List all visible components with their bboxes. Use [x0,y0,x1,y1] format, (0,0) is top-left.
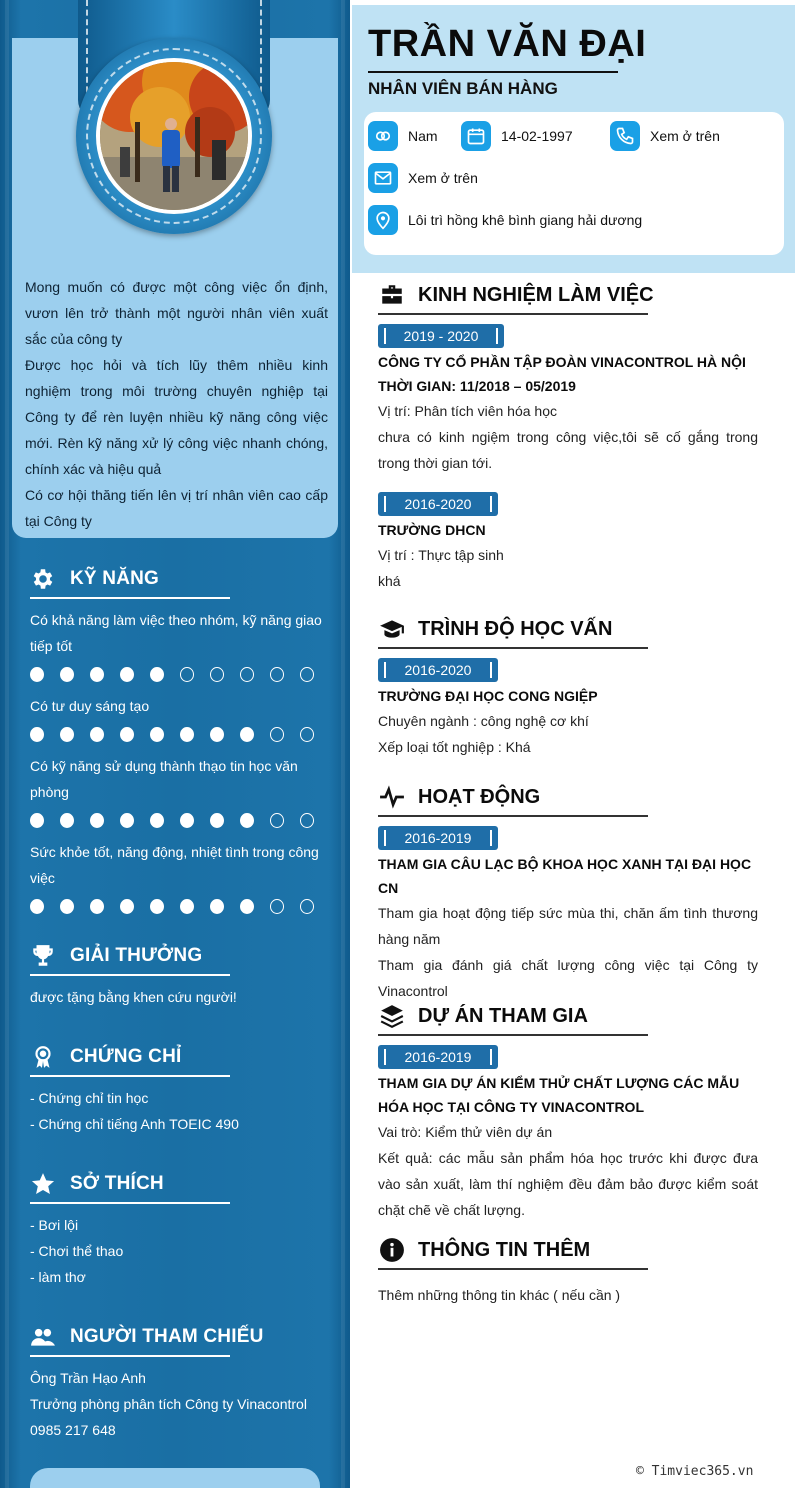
skills-title: KỸ NĂNG [70,568,160,589]
date-tag: 2016-2020 [378,658,498,682]
additional-info-section [378,1235,758,1308]
rating-dot-empty [300,813,314,828]
date-tag: 2019 - 2020 [378,324,504,348]
footer-credit: © Timviec365.vn [636,1464,754,1479]
job-description: khá [378,573,401,589]
rating-dot-empty [300,899,314,914]
awards-title: GIẢI THƯỞNG [70,945,203,966]
rating-dot-empty [300,667,314,682]
graduation-grade: Xếp loại tốt nghiệp : Khá [378,739,531,755]
skill-name: Có khả năng làm việc theo nhóm, kỹ năng giao tiếp tốt [30,612,322,654]
rating-dot-filled [120,667,134,682]
certificate-item: - Chứng chỉ tin học [30,1090,149,1106]
rating-dot-filled [60,727,74,742]
references-title: NGƯỜI THAM CHIẾU [70,1326,264,1347]
company-name: CÔNG TY CỔ PHẦN TẬP ĐOÀN VINACONTROL HÀ NỘI THỜI GIAN: 11/2018 – 05/2019 [378,354,746,394]
rating-dot-filled [240,727,254,742]
activities-title: HOẠT ĐỘNG [418,785,541,808]
contact-card [364,112,784,255]
gear-icon [30,566,56,592]
major: Chuyên ngành : công nghệ cơ khí [378,713,589,729]
rating-dot-filled [30,667,44,682]
photo-badge [76,38,272,234]
hobbies-title: SỞ THÍCH [70,1173,164,1194]
date-tag: 2016-2020 [378,492,498,516]
contact-address [368,205,642,235]
rating-dot-filled [30,899,44,914]
rating-dot-filled [120,813,134,828]
hobby-item: - làm thơ [30,1269,86,1285]
date-tag: 2016-2019 [378,1045,498,1069]
project-role: Vai trò: Kiểm thử viên dự án [378,1124,553,1140]
gender-icon [368,121,398,151]
reference-item: Ông Trần Hạo Anh [30,1370,146,1386]
users-icon [30,1324,56,1350]
rating-dot-empty [270,899,284,914]
rating-dot-filled [120,899,134,914]
project-name: THAM GIA DỰ ÁN KIỂM THỬ CHẤT LƯỢNG CÁC MẪU HÓA HỌC TẠI CÔNG TY VINACONTROL [378,1075,740,1115]
phone-value: Xem ở trên [650,128,720,144]
rating-dot-empty [210,667,224,682]
job-position: Vị trí: Phân tích viên hóa học [378,403,557,419]
rating-dot-filled [210,813,224,828]
calendar-icon [461,121,491,151]
rating-dot-filled [150,813,164,828]
sidebar-rail-left [5,0,9,1488]
avatar [96,58,252,214]
rating-dot-filled [150,727,164,742]
skill-rating [30,805,330,835]
hobbies-section [30,1168,330,1290]
rating-dot-filled [180,727,194,742]
rating-dot-filled [90,667,104,682]
star-icon [30,1171,56,1197]
trophy-icon [30,943,56,969]
activities-section [378,782,758,1004]
award-text: được tặng bằng khen cứu người! [30,989,237,1005]
skill-rating [30,891,330,921]
rating-dot-filled [240,899,254,914]
projects-title: DỰ ÁN THAM GIA [418,1004,588,1027]
sidebar-rail-right [341,0,345,1488]
left-sidebar [0,0,350,1488]
profile-header [352,5,795,273]
graduation-cap-icon [378,615,406,643]
certificates-section [30,1041,330,1137]
gender-value: Nam [408,128,438,144]
rating-dot-filled [60,667,74,682]
email-value: Xem ở trên [408,170,478,186]
rating-dot-empty [240,667,254,682]
birthday-value: 14-02-1997 [501,128,573,144]
phone-icon [610,121,640,151]
awards-section [30,940,330,1010]
activity-org: THAM GIA CÂU LẠC BỘ KHOA HỌC XANH TẠI ĐẠI HỌC CN [378,856,752,896]
school-name: TRƯỜNG ĐẠI HỌC CONG NGIỆP [378,688,598,704]
skill-name: Sức khỏe tốt, năng động, nhiệt tình trong công việc [30,844,319,886]
skill-name: Có tư duy sáng tạo [30,698,150,714]
address-value: Lôi trì hồng khê bình giang hải dương [408,212,643,228]
activity-line: Tham gia hoạt động tiếp sức mùa thi, chăn ấm tình thương hàng năm [378,905,758,947]
rating-dot-empty [270,727,284,742]
job-description: chưa có kinh ngiệm trong công việc,tôi sẽ cố gắng trong trong thời gian tới. [378,429,758,471]
projects-section [378,1001,758,1223]
date-tag: 2016-2019 [378,826,498,850]
job-position: Vị trí : Thực tập sinh [378,547,504,563]
rating-dot-filled [90,813,104,828]
pulse-icon [378,783,406,811]
reference-item: 0985 217 648 [30,1422,116,1438]
skill-rating [30,719,330,749]
briefcase-icon [378,281,406,309]
rating-dot-empty [180,667,194,682]
objective-line: Mong muốn có được một công việc ổn định, vươn lên trở thành một người nhân viên xuất sắc của công ty [25,279,328,347]
activity-line: Tham gia đánh giá chất lượng công việc tại Công ty Vinacontrol [378,957,758,999]
rating-dot-filled [180,899,194,914]
additional-text: Thêm những thông tin khác ( nếu cần ) [378,1287,621,1303]
references-section [30,1321,330,1443]
rating-dot-filled [240,813,254,828]
rating-dot-filled [210,727,224,742]
rating-dot-filled [90,727,104,742]
rating-dot-filled [60,813,74,828]
rating-dot-empty [270,813,284,828]
objective-line: Có cơ hội thăng tiến lên vị trí nhân viên cao cấp tại Công ty [25,487,328,529]
skill-name: Có kỹ năng sử dụng thành thạo tin học văn phòng [30,758,298,800]
rating-dot-filled [30,813,44,828]
job-title: NHÂN VIÊN BÁN HÀNG [368,79,558,98]
certificate-item: - Chứng chỉ tiếng Anh TOEIC 490 [30,1116,239,1132]
rating-dot-filled [90,899,104,914]
mail-icon [368,163,398,193]
objective-line: Được học hỏi và tích lũy thêm nhiều kinh nghiệm trong môi trường chuyên nghiệp tại Công ty để rèn luyện nhiều kỹ năng công việc mới. Rèn kỹ năng xử lý công việc nhanh chóng, chính xác và hiệu quả [25,357,328,477]
education-section [378,614,758,760]
rating-dot-filled [150,667,164,682]
reference-item: Trưởng phòng phân tích Công ty Vinacontrol [30,1396,307,1412]
experience-section [378,280,758,594]
rating-dot-filled [120,727,134,742]
rating-dot-filled [210,899,224,914]
medal-icon [30,1044,56,1070]
location-pin-icon [368,205,398,235]
hobby-item: - Bơi lội [30,1217,79,1233]
career-objective [25,274,328,534]
rating-dot-filled [180,813,194,828]
contact-gender [368,121,438,151]
rating-dot-filled [60,899,74,914]
rating-dot-filled [30,727,44,742]
candidate-name: TRẦN VĂN ĐẠI [368,23,647,65]
sidebar-footer-card [30,1468,320,1488]
company-name: TRƯỜNG DHCN [378,522,486,538]
contact-phone[interactable] [610,121,720,151]
skill-rating [30,659,330,689]
rating-dot-empty [270,667,284,682]
certificates-title: CHỨNG CHỈ [70,1046,182,1067]
info-icon [378,1236,406,1264]
contact-email[interactable] [368,163,478,193]
contact-birthday [461,121,573,151]
education-title: TRÌNH ĐỘ HỌC VẤN [418,617,613,640]
rating-dot-filled [150,899,164,914]
layers-icon [378,1002,406,1030]
experience-title: KINH NGHIỆM LÀM VIỆC [418,283,654,306]
additional-title: THÔNG TIN THÊM [418,1238,591,1261]
project-result: Kết quả: các mẫu sản phẩm hóa học trước khi được đưa vào sản xuất, làm thí nghiệm đều đảm bảo được kiểm soát chặt chẽ về chất lượng. [378,1150,758,1218]
hobby-item: - Chơi thể thao [30,1243,124,1259]
skills-section [30,563,330,921]
rating-dot-empty [300,727,314,742]
